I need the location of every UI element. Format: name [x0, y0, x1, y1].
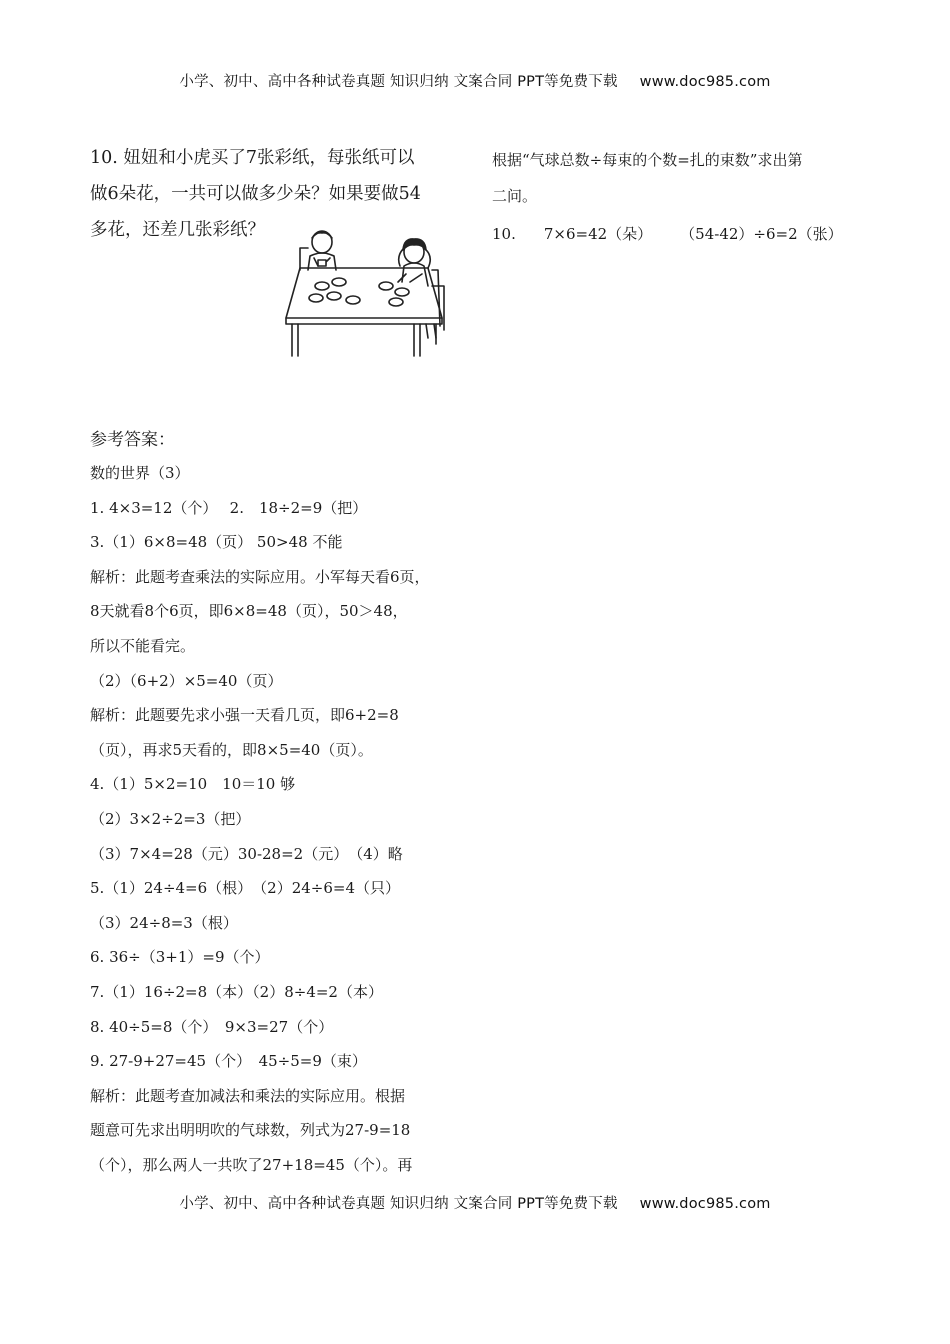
answer-line: 9. 27-9+27=45（个） 45÷5=9（束）	[90, 1052, 367, 1071]
answer-line: 解析：此题要先求小强一天看几页，即6+2=8	[90, 706, 399, 725]
answer-line: 8. 40÷5=8（个） 9×3=27（个）	[90, 1017, 334, 1036]
page-header	[0, 70, 950, 91]
explanation-line: 二问。	[492, 187, 538, 205]
question-line: 10. 妞妞和小虎买了7张彩纸，每张纸可以	[90, 148, 415, 168]
answers-title: 参考答案：	[90, 430, 175, 450]
children-table-illustration	[278, 226, 454, 362]
answer-line: 5.（1）24÷4=6（根） （2）24÷6=4（只）	[90, 879, 401, 898]
answer-line: 1. 4×3=12（个） 2. 18÷2=9（把）	[90, 498, 368, 517]
answer-line: 7.（1）16÷2=8（本）（2）8÷4=2（本）	[90, 982, 383, 1001]
header-site: www.doc985.com	[639, 74, 771, 90]
page-footer	[0, 1192, 950, 1213]
answer-line: 数的世界（3）	[90, 464, 190, 482]
answer-line: （3）24÷8=3（根）	[90, 913, 238, 932]
answer-line: 6. 36÷（3+1）=9（个）	[90, 948, 270, 967]
question-line: 做6朵花，一共可以做多少朵？如果要做54	[90, 184, 421, 204]
answer-line: （3）7×4=28（元）30-28=2（元） （4）略	[90, 844, 403, 863]
answer-line: 所以不能看完。	[90, 636, 196, 655]
answer-10-part-a: 7×6=42（朵）	[543, 225, 653, 243]
answer-line: 4.（1）5×2=10 10＝10 够	[90, 775, 296, 794]
answer-10-part-b: （54-42）÷6=2（张）	[680, 225, 843, 243]
answer-line: （2）（6+2）×5=40（页）	[90, 671, 283, 690]
answer-10	[492, 216, 882, 252]
footer-site: www.doc985.com	[639, 1196, 771, 1212]
answer-line: （页），再求5天看的，即8×5=40（页）。	[90, 740, 373, 759]
answer-line: 3.（1）6×8=48（页） 50>48 不能	[90, 533, 343, 552]
answer-line: 题意可先求出明明吹的气球数，列式为27-9=18	[90, 1121, 411, 1140]
explanation-line: 根据“气球总数÷每束的个数=扎的束数”求出第	[492, 151, 803, 169]
right-column	[492, 142, 882, 252]
question-line: 多花，还差几张彩纸？	[90, 220, 265, 240]
answer-line: （个），那么两人一共吹了27+18=45（个）。再	[90, 1155, 413, 1174]
header-text: 小学、初中、高中各种试卷真题 知识归纳 文案合同 PPT等免费下载	[179, 74, 618, 90]
answer-line: （2）3×2÷2=3（把）	[90, 809, 251, 828]
answer-line: 解析：此题考查乘法的实际应用。小军每天看6页，	[90, 567, 430, 586]
reference-answers	[90, 424, 490, 1182]
footer-text: 小学、初中、高中各种试卷真题 知识归纳 文案合同 PPT等免费下载	[179, 1196, 618, 1212]
answer-10-number: 10.	[492, 225, 516, 243]
answer-line: 解析：此题考查加减法和乘法的实际应用。根据	[90, 1086, 406, 1105]
answer-line: 8天就看8个6页，即6×8=48（页），50＞48，	[90, 602, 408, 621]
